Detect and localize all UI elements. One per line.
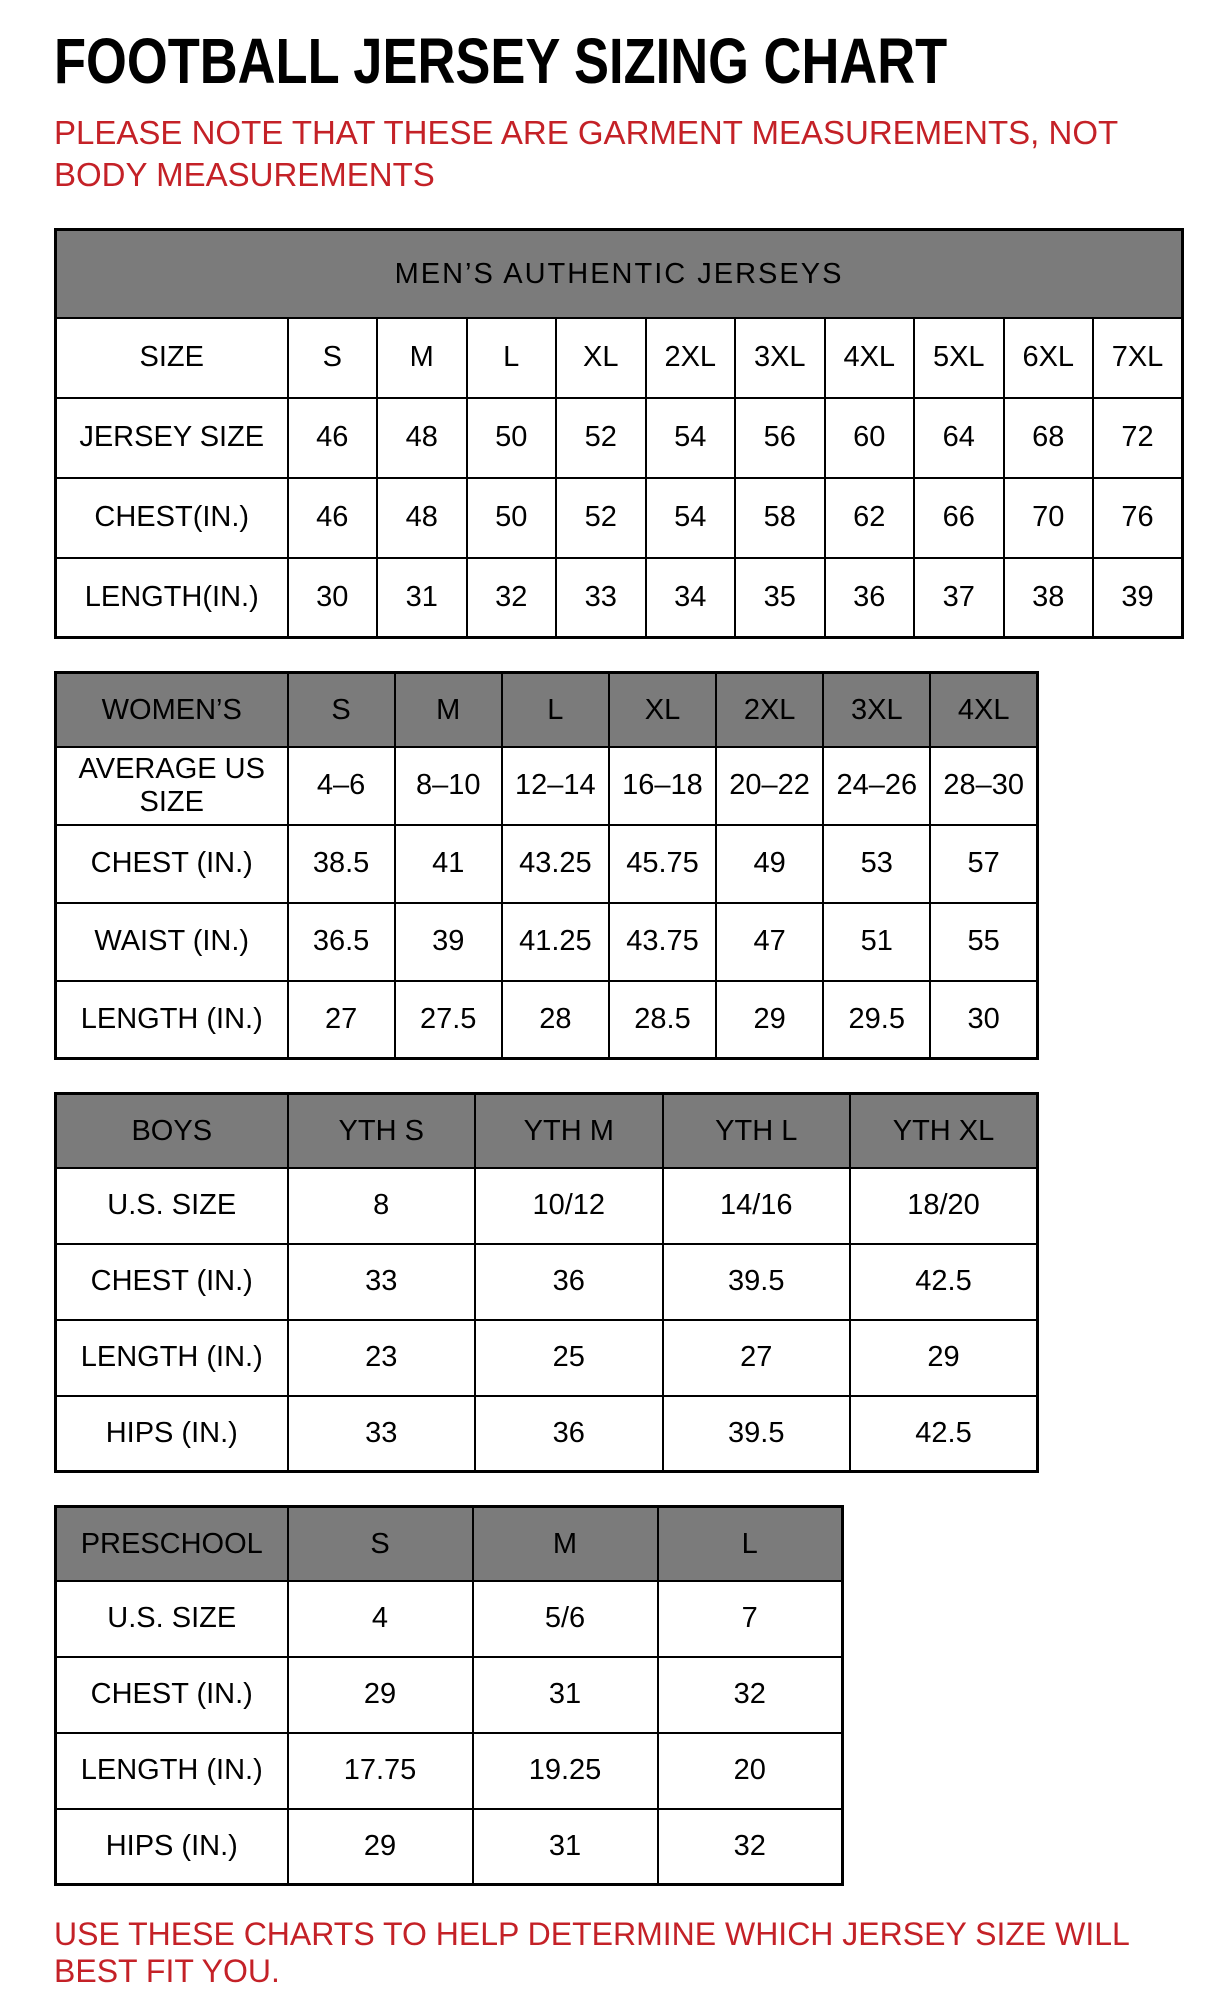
cell-value: 16–18 (609, 747, 716, 825)
preschool-sizing-table (54, 1505, 844, 1886)
row-label: LENGTH (IN.) (56, 1320, 288, 1396)
cell-value: XL (556, 318, 646, 398)
cell-value: 38 (1004, 558, 1094, 638)
table-row (56, 903, 1038, 981)
table-row (56, 1733, 843, 1809)
cell-value: 32 (467, 558, 557, 638)
size-header: 4XL (930, 673, 1037, 747)
table-row (56, 398, 1183, 478)
size-header: YTH XL (850, 1094, 1038, 1168)
boys-sizing-table (54, 1092, 1039, 1473)
table-row (56, 558, 1183, 638)
row-label: LENGTH (IN.) (56, 981, 288, 1059)
cell-value: 66 (914, 478, 1004, 558)
cell-value: 7 (658, 1581, 843, 1657)
table-row (56, 478, 1183, 558)
row-label: HIPS (IN.) (56, 1396, 288, 1472)
cell-value: 52 (556, 478, 646, 558)
cell-value: 49 (716, 825, 823, 903)
cell-value: 64 (914, 398, 1004, 478)
size-header: XL (609, 673, 716, 747)
table-row (56, 1244, 1038, 1320)
cell-value: 62 (825, 478, 915, 558)
size-header: M (473, 1507, 658, 1581)
size-header: 2XL (716, 673, 823, 747)
size-header: 3XL (823, 673, 930, 747)
size-header: YTH S (288, 1094, 476, 1168)
table-row (56, 1581, 843, 1657)
cell-value: 43.25 (502, 825, 609, 903)
cell-value: 53 (823, 825, 930, 903)
cell-value: 31 (473, 1657, 658, 1733)
cell-value: 43.75 (609, 903, 716, 981)
cell-value: 36 (475, 1396, 663, 1472)
measurement-note: PLEASE NOTE THAT THESE ARE GARMENT MEASUREMENTS, NOT BODY MEASUREMENTS (54, 114, 1118, 194)
table-row (56, 1168, 1038, 1244)
size-header: S (288, 1507, 473, 1581)
size-header: L (502, 673, 609, 747)
cell-value: 42.5 (850, 1244, 1038, 1320)
page-title: FOOTBALL JERSEY SIZING CHART (54, 25, 948, 97)
table-row (56, 1657, 843, 1733)
cell-value: 35 (735, 558, 825, 638)
cell-value: 39 (395, 903, 502, 981)
cell-value: 2XL (646, 318, 736, 398)
cell-value: 12–14 (502, 747, 609, 825)
cell-value: 27 (288, 981, 395, 1059)
cell-value: 45.75 (609, 825, 716, 903)
cell-value: M (377, 318, 467, 398)
cell-value: 48 (377, 478, 467, 558)
cell-value: 19.25 (473, 1733, 658, 1809)
row-label: U.S. SIZE (56, 1581, 288, 1657)
cell-value: 6XL (1004, 318, 1094, 398)
cell-value: 56 (735, 398, 825, 478)
table-row (56, 1320, 1038, 1396)
cell-value: 39.5 (663, 1396, 851, 1472)
table-row (56, 825, 1038, 903)
cell-value: 33 (288, 1244, 476, 1320)
cell-value: 28–30 (930, 747, 1037, 825)
table-row (56, 1396, 1038, 1472)
cell-value: 39 (1093, 558, 1183, 638)
cell-value: 33 (288, 1396, 476, 1472)
cell-value: 50 (467, 478, 557, 558)
cell-value: 17.75 (288, 1733, 473, 1809)
cell-value: 28.5 (609, 981, 716, 1059)
cell-value: 20 (658, 1733, 843, 1809)
mens-table-title: MEN’S AUTHENTIC JERSEYS (56, 230, 1183, 318)
row-label: CHEST(IN.) (56, 478, 288, 558)
cell-value: 55 (930, 903, 1037, 981)
cell-value: 27 (663, 1320, 851, 1396)
cell-value: 52 (556, 398, 646, 478)
cell-value: 42.5 (850, 1396, 1038, 1472)
cell-value: 20–22 (716, 747, 823, 825)
cell-value: 36 (825, 558, 915, 638)
row-label: JERSEY SIZE (56, 398, 288, 478)
row-label: SIZE (56, 318, 288, 398)
row-label: LENGTH(IN.) (56, 558, 288, 638)
cell-value: 10/12 (475, 1168, 663, 1244)
cell-value: 4–6 (288, 747, 395, 825)
cell-value: L (467, 318, 557, 398)
cell-value: 27.5 (395, 981, 502, 1059)
cell-value: 47 (716, 903, 823, 981)
cell-value: 7XL (1093, 318, 1183, 398)
row-label: LENGTH (IN.) (56, 1733, 288, 1809)
cell-value: 60 (825, 398, 915, 478)
cell-value: 41 (395, 825, 502, 903)
table-row (56, 318, 1183, 398)
table-header-row (56, 1507, 843, 1581)
row-label: HIPS (IN.) (56, 1809, 288, 1885)
cell-value: 51 (823, 903, 930, 981)
cell-value: 25 (475, 1320, 663, 1396)
table-header-label: PRESCHOOL (56, 1507, 288, 1581)
footer-note: USE THESE CHARTS TO HELP DETERMINE WHICH JERSEY SIZE WILL BEST FIT YOU. (54, 1916, 1129, 1990)
cell-value: 8 (288, 1168, 476, 1244)
cell-value: 8–10 (395, 747, 502, 825)
cell-value: 32 (658, 1657, 843, 1733)
table-row (56, 747, 1038, 825)
cell-value: 32 (658, 1809, 843, 1885)
table-header-label: WOMEN’S (56, 673, 288, 747)
cell-value: 23 (288, 1320, 476, 1396)
row-label: WAIST (IN.) (56, 903, 288, 981)
size-header: YTH L (663, 1094, 851, 1168)
cell-value: 28 (502, 981, 609, 1059)
cell-value: 58 (735, 478, 825, 558)
cell-value: 54 (646, 478, 736, 558)
cell-value: 68 (1004, 398, 1094, 478)
cell-value: 30 (288, 558, 378, 638)
row-label: CHEST (IN.) (56, 1657, 288, 1733)
cell-value: 70 (1004, 478, 1094, 558)
cell-value: 31 (377, 558, 467, 638)
cell-value: 36.5 (288, 903, 395, 981)
cell-value: 38.5 (288, 825, 395, 903)
row-label: U.S. SIZE (56, 1168, 288, 1244)
table-row (56, 1809, 843, 1885)
cell-value: 39.5 (663, 1244, 851, 1320)
cell-value: 36 (475, 1244, 663, 1320)
row-label: CHEST (IN.) (56, 825, 288, 903)
cell-value: 30 (930, 981, 1037, 1059)
table-header-row (56, 673, 1038, 747)
cell-value: 37 (914, 558, 1004, 638)
cell-value: 76 (1093, 478, 1183, 558)
cell-value: S (288, 318, 378, 398)
cell-value: 41.25 (502, 903, 609, 981)
cell-value: 46 (288, 478, 378, 558)
mens-sizing-table (54, 228, 1184, 639)
table-title-row (56, 230, 1183, 318)
cell-value: 34 (646, 558, 736, 638)
row-label: CHEST (IN.) (56, 1244, 288, 1320)
cell-value: 50 (467, 398, 557, 478)
size-header: YTH M (475, 1094, 663, 1168)
cell-value: 29 (288, 1809, 473, 1885)
cell-value: 46 (288, 398, 378, 478)
cell-value: 57 (930, 825, 1037, 903)
cell-value: 54 (646, 398, 736, 478)
cell-value: 48 (377, 398, 467, 478)
table-header-row (56, 1094, 1038, 1168)
size-header: M (395, 673, 502, 747)
cell-value: 14/16 (663, 1168, 851, 1244)
cell-value: 5/6 (473, 1581, 658, 1657)
cell-value: 3XL (735, 318, 825, 398)
cell-value: 33 (556, 558, 646, 638)
cell-value: 29.5 (823, 981, 930, 1059)
cell-value: 31 (473, 1809, 658, 1885)
table-row (56, 981, 1038, 1059)
womens-sizing-table (54, 671, 1039, 1060)
cell-value: 29 (716, 981, 823, 1059)
cell-value: 18/20 (850, 1168, 1038, 1244)
cell-value: 4XL (825, 318, 915, 398)
row-label: AVERAGE US SIZE (56, 747, 288, 825)
size-header: L (658, 1507, 843, 1581)
cell-value: 29 (850, 1320, 1038, 1396)
cell-value: 5XL (914, 318, 1004, 398)
cell-value: 4 (288, 1581, 473, 1657)
cell-value: 29 (288, 1657, 473, 1733)
table-header-label: BOYS (56, 1094, 288, 1168)
cell-value: 72 (1093, 398, 1183, 478)
cell-value: 24–26 (823, 747, 930, 825)
size-header: S (288, 673, 395, 747)
